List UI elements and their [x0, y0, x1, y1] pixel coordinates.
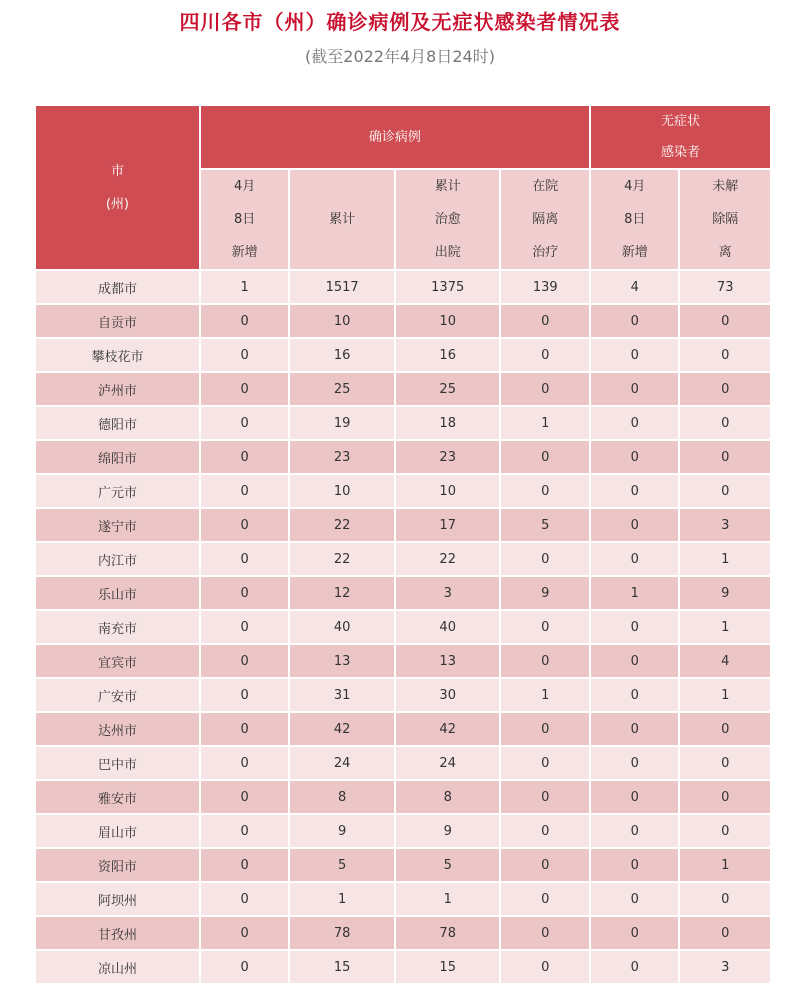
value-cell: 5	[396, 849, 500, 881]
value-cell: 0	[201, 917, 288, 949]
value-cell: 0	[591, 509, 678, 541]
table-row	[36, 713, 770, 745]
value-cell: 0	[591, 543, 678, 575]
column-header-line: 4月	[624, 179, 646, 194]
table-header	[36, 106, 770, 269]
value-cell: 0	[680, 339, 770, 371]
column-header-line: 8日	[624, 212, 646, 227]
value-cell: 16	[290, 339, 394, 371]
value-cell: 8	[396, 781, 500, 813]
value-cell: 0	[201, 305, 288, 337]
city-cell: 凉山州	[36, 951, 199, 983]
value-cell: 1	[591, 577, 678, 609]
value-cell: 0	[201, 951, 288, 983]
value-cell: 0	[501, 747, 588, 779]
value-cell: 15	[396, 951, 500, 983]
table-row	[36, 849, 770, 881]
value-cell: 10	[290, 305, 394, 337]
header-asymptomatic-group	[591, 106, 770, 168]
value-cell: 13	[396, 645, 500, 677]
value-cell: 0	[680, 713, 770, 745]
value-cell: 0	[680, 883, 770, 915]
header-city	[36, 106, 199, 269]
column-header-line: 隔离	[532, 212, 559, 227]
value-cell: 24	[290, 747, 394, 779]
value-cell: 0	[501, 441, 588, 473]
table-row	[36, 577, 770, 609]
table-row	[36, 645, 770, 677]
column-header-line: 出院	[434, 245, 461, 260]
value-cell: 24	[396, 747, 500, 779]
table-row	[36, 815, 770, 847]
column-header-line: 新增	[231, 245, 258, 260]
value-cell: 1	[501, 407, 588, 439]
value-cell: 1	[201, 271, 288, 303]
value-cell: 0	[501, 849, 588, 881]
column-header	[290, 170, 394, 269]
value-cell: 12	[290, 577, 394, 609]
city-cell: 广安市	[36, 679, 199, 711]
city-cell: 眉山市	[36, 815, 199, 847]
value-cell: 0	[680, 305, 770, 337]
city-cell: 成都市	[36, 271, 199, 303]
value-cell: 0	[591, 475, 678, 507]
data-table	[34, 104, 772, 985]
value-cell: 0	[591, 713, 678, 745]
value-cell: 0	[680, 917, 770, 949]
value-cell: 78	[290, 917, 394, 949]
table-row	[36, 917, 770, 949]
city-cell: 南充市	[36, 611, 199, 643]
value-cell: 25	[290, 373, 394, 405]
city-cell: 自贡市	[36, 305, 199, 337]
city-cell: 达州市	[36, 713, 199, 745]
value-cell: 0	[501, 373, 588, 405]
value-cell: 9	[501, 577, 588, 609]
value-cell: 139	[501, 271, 588, 303]
value-cell: 1	[290, 883, 394, 915]
value-cell: 25	[396, 373, 500, 405]
value-cell: 42	[396, 713, 500, 745]
value-cell: 9	[396, 815, 500, 847]
table-row	[36, 373, 770, 405]
value-cell: 4	[680, 645, 770, 677]
value-cell: 0	[501, 543, 588, 575]
table-row	[36, 883, 770, 915]
value-cell: 0	[501, 305, 588, 337]
value-cell: 1	[680, 543, 770, 575]
value-cell: 22	[396, 543, 500, 575]
value-cell: 18	[396, 407, 500, 439]
value-cell: 10	[396, 475, 500, 507]
column-header	[591, 170, 678, 269]
column-header-line: 累计	[434, 179, 461, 194]
table-row	[36, 611, 770, 643]
value-cell: 16	[396, 339, 500, 371]
city-cell: 攀枝花市	[36, 339, 199, 371]
value-cell: 3	[680, 509, 770, 541]
city-cell: 资阳市	[36, 849, 199, 881]
value-cell: 0	[680, 781, 770, 813]
value-cell: 0	[591, 747, 678, 779]
city-cell: 巴中市	[36, 747, 199, 779]
column-header-line: 治疗	[532, 245, 559, 260]
value-cell: 0	[501, 951, 588, 983]
value-cell: 0	[501, 917, 588, 949]
header-asymptomatic-line: 感染者	[660, 145, 700, 160]
value-cell: 0	[680, 475, 770, 507]
value-cell: 0	[591, 781, 678, 813]
city-cell: 德阳市	[36, 407, 199, 439]
value-cell: 0	[501, 475, 588, 507]
value-cell: 0	[201, 713, 288, 745]
value-cell: 40	[396, 611, 500, 643]
value-cell: 0	[201, 441, 288, 473]
table-row	[36, 543, 770, 575]
value-cell: 42	[290, 713, 394, 745]
table-row	[36, 951, 770, 983]
table-row	[36, 747, 770, 779]
column-header-line: 治愈	[434, 212, 461, 227]
value-cell: 0	[201, 475, 288, 507]
table-row	[36, 407, 770, 439]
value-cell: 0	[201, 407, 288, 439]
value-cell: 0	[201, 781, 288, 813]
value-cell: 1517	[290, 271, 394, 303]
value-cell: 1	[396, 883, 500, 915]
value-cell: 0	[591, 645, 678, 677]
value-cell: 9	[290, 815, 394, 847]
value-cell: 0	[201, 849, 288, 881]
value-cell: 0	[501, 645, 588, 677]
value-cell: 0	[501, 339, 588, 371]
page-subtitle: (截至2022年4月8日24时)	[305, 47, 495, 66]
value-cell: 8	[290, 781, 394, 813]
value-cell: 0	[201, 373, 288, 405]
value-cell: 0	[201, 509, 288, 541]
value-cell: 0	[501, 883, 588, 915]
column-header	[396, 170, 500, 269]
value-cell: 0	[591, 407, 678, 439]
value-cell: 30	[396, 679, 500, 711]
value-cell: 23	[396, 441, 500, 473]
table-row	[36, 271, 770, 303]
value-cell: 0	[680, 441, 770, 473]
header-asymptomatic-line: 无症状	[660, 114, 700, 129]
column-header-line: 除隔	[712, 212, 739, 227]
table-row	[36, 339, 770, 371]
value-cell: 0	[201, 815, 288, 847]
value-cell: 4	[591, 271, 678, 303]
value-cell: 5	[290, 849, 394, 881]
value-cell: 0	[591, 373, 678, 405]
table-row	[36, 475, 770, 507]
value-cell: 5	[501, 509, 588, 541]
header-confirmed-group: 确诊病例	[201, 106, 589, 168]
value-cell: 31	[290, 679, 394, 711]
table-row	[36, 441, 770, 473]
column-header-line: 未解	[712, 179, 739, 194]
city-cell: 乐山市	[36, 577, 199, 609]
value-cell: 15	[290, 951, 394, 983]
value-cell: 1	[680, 849, 770, 881]
value-cell: 3	[680, 951, 770, 983]
value-cell: 78	[396, 917, 500, 949]
city-cell: 遂宁市	[36, 509, 199, 541]
value-cell: 0	[501, 815, 588, 847]
city-cell: 绵阳市	[36, 441, 199, 473]
table-row	[36, 781, 770, 813]
city-cell: 内江市	[36, 543, 199, 575]
value-cell: 17	[396, 509, 500, 541]
value-cell: 3	[396, 577, 500, 609]
city-cell: 甘孜州	[36, 917, 199, 949]
value-cell: 1	[680, 611, 770, 643]
value-cell: 0	[591, 305, 678, 337]
value-cell: 0	[201, 883, 288, 915]
page-title: 四川各市（州）确诊病例及无症状感染者情况表	[179, 10, 621, 34]
value-cell: 9	[680, 577, 770, 609]
value-cell: 0	[591, 849, 678, 881]
column-header-line: 8日	[233, 212, 256, 227]
value-cell: 1	[680, 679, 770, 711]
table-row	[36, 679, 770, 711]
column-header	[680, 170, 770, 269]
city-cell: 阿坝州	[36, 883, 199, 915]
value-cell: 22	[290, 509, 394, 541]
column-header-line: 4月	[233, 179, 256, 194]
table-row	[36, 305, 770, 337]
table-row	[36, 509, 770, 541]
city-cell: 广元市	[36, 475, 199, 507]
value-cell: 22	[290, 543, 394, 575]
value-cell: 73	[680, 271, 770, 303]
value-cell: 0	[201, 543, 288, 575]
value-cell: 0	[591, 339, 678, 371]
value-cell: 0	[501, 611, 588, 643]
value-cell: 0	[201, 577, 288, 609]
header-city-line: 市	[110, 163, 124, 179]
header-city-line: (州)	[105, 196, 130, 212]
value-cell: 0	[591, 917, 678, 949]
value-cell: 0	[591, 815, 678, 847]
value-cell: 0	[680, 407, 770, 439]
value-cell: 23	[290, 441, 394, 473]
value-cell: 0	[680, 815, 770, 847]
city-cell: 泸州市	[36, 373, 199, 405]
city-cell: 雅安市	[36, 781, 199, 813]
value-cell: 0	[591, 883, 678, 915]
value-cell: 10	[290, 475, 394, 507]
city-cell: 宜宾市	[36, 645, 199, 677]
value-cell: 1375	[396, 271, 500, 303]
value-cell: 40	[290, 611, 394, 643]
value-cell: 0	[201, 611, 288, 643]
value-cell: 0	[680, 747, 770, 779]
column-header-line: 新增	[621, 245, 648, 260]
value-cell: 13	[290, 645, 394, 677]
column-header	[501, 170, 588, 269]
value-cell: 0	[201, 645, 288, 677]
column-header-line: 离	[718, 245, 732, 260]
value-cell: 0	[201, 747, 288, 779]
value-cell: 0	[501, 713, 588, 745]
table-body	[36, 271, 770, 983]
value-cell: 19	[290, 407, 394, 439]
value-cell: 0	[591, 441, 678, 473]
column-header-line: 在院	[532, 179, 559, 194]
value-cell: 0	[501, 781, 588, 813]
value-cell: 0	[680, 373, 770, 405]
value-cell: 0	[201, 679, 288, 711]
value-cell: 0	[591, 611, 678, 643]
value-cell: 0	[591, 951, 678, 983]
value-cell: 1	[501, 679, 588, 711]
column-header	[201, 170, 288, 269]
column-header-line: 累计	[329, 212, 356, 227]
value-cell: 10	[396, 305, 500, 337]
value-cell: 0	[591, 679, 678, 711]
value-cell: 0	[201, 339, 288, 371]
